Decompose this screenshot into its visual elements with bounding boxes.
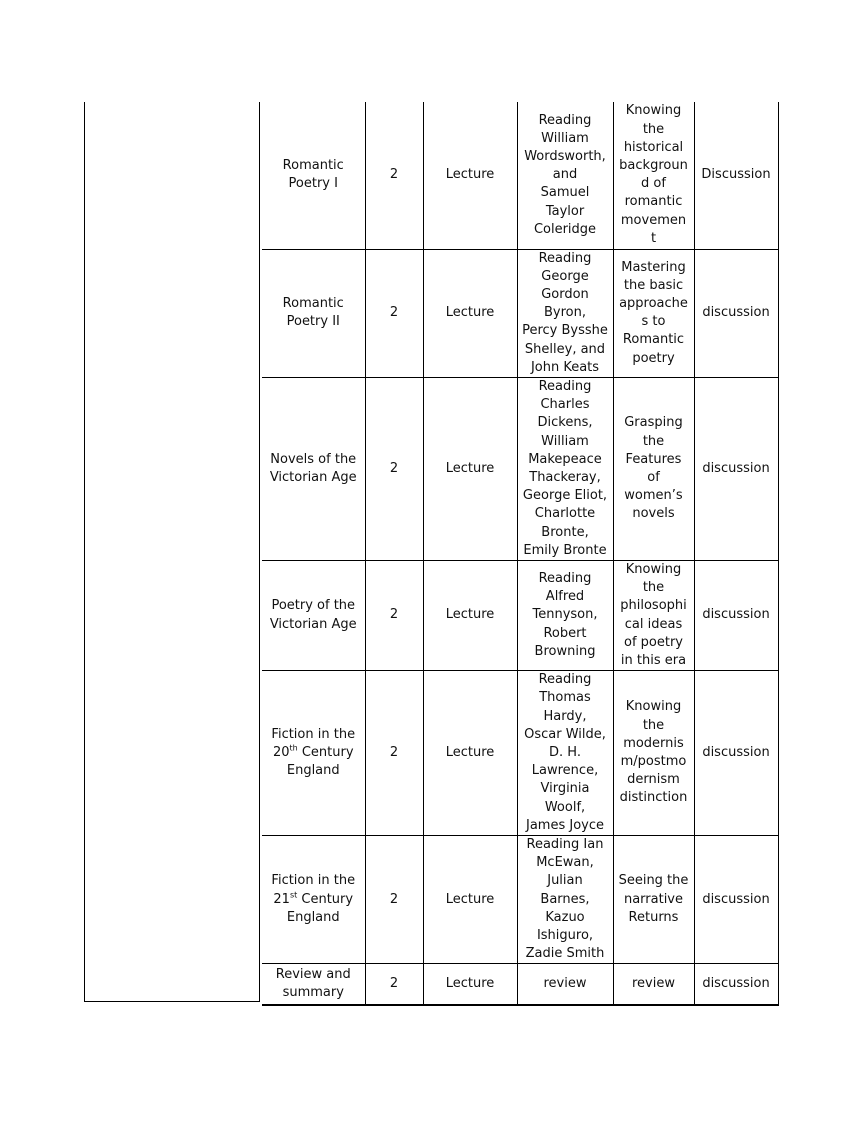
hours-cell: 2 xyxy=(365,102,423,249)
goal-cell: Grasping the Features of women’s novels xyxy=(613,377,694,560)
topic-text: Fiction in the 20 xyxy=(271,726,356,760)
ordinal-suffix: st xyxy=(289,890,298,900)
evaluation-cell: Discussion xyxy=(694,102,778,249)
evaluation-cell: discussion xyxy=(694,560,778,670)
evaluation-cell: discussion xyxy=(694,249,778,377)
table-row xyxy=(262,249,778,377)
goal-cell: Knowing the historical backgroun d of romantic movemen t xyxy=(613,102,694,249)
topic-cell: Review and summary xyxy=(262,964,365,1005)
content-cell: Reading Thomas Hardy, Oscar Wilde, D. H. Lawrence, Virginia Woolf, James Joyce xyxy=(517,671,613,836)
method-cell: Lecture xyxy=(423,102,517,249)
goal-cell: Knowing the philosophi cal ideas of poetry in this era xyxy=(613,560,694,670)
table-row xyxy=(262,836,778,964)
goal-cell: Seeing the narrative Returns xyxy=(613,836,694,964)
topic-cell: Romantic Poetry I xyxy=(262,102,365,249)
course-schedule-table-wrapper xyxy=(262,102,779,1006)
content-cell: review xyxy=(517,964,613,1005)
topic-cell: Poetry of the Victorian Age xyxy=(262,560,365,670)
goal-cell: Knowing the modernis m/postmo dernism distinction xyxy=(613,671,694,836)
topic-cell xyxy=(262,671,365,836)
table-row xyxy=(262,671,778,836)
hours-cell: 2 xyxy=(365,964,423,1005)
table-row xyxy=(262,964,778,1005)
evaluation-cell: discussion xyxy=(694,377,778,560)
table-row xyxy=(262,560,778,670)
content-cell: Reading Ian McEwan, Julian Barnes, Kazuo Ishiguro, Zadie Smith xyxy=(517,836,613,964)
hours-cell: 2 xyxy=(365,560,423,670)
table-row xyxy=(262,377,778,560)
hours-cell: 2 xyxy=(365,836,423,964)
method-cell: Lecture xyxy=(423,249,517,377)
hours-cell: 2 xyxy=(365,249,423,377)
ordinal-suffix: th xyxy=(289,743,298,753)
course-schedule-table xyxy=(262,102,779,1006)
topic-text: Fiction in the 21 xyxy=(271,873,356,907)
table-row xyxy=(262,102,778,249)
content-cell: Reading Alfred Tennyson, Robert Browning xyxy=(517,560,613,670)
empty-merged-column xyxy=(84,102,260,1002)
hours-cell: 2 xyxy=(365,671,423,836)
evaluation-cell: discussion xyxy=(694,671,778,836)
method-cell: Lecture xyxy=(423,671,517,836)
topic-text-rest: Century England xyxy=(286,891,354,925)
goal-cell: Mastering the basic approache s to Romantic poetry xyxy=(613,249,694,377)
hours-cell: 2 xyxy=(365,377,423,560)
evaluation-cell: discussion xyxy=(694,964,778,1005)
method-cell: Lecture xyxy=(423,560,517,670)
method-cell: Lecture xyxy=(423,964,517,1005)
topic-cell: Romantic Poetry II xyxy=(262,249,365,377)
evaluation-cell: discussion xyxy=(694,836,778,964)
topic-cell: Novels of the Victorian Age xyxy=(262,377,365,560)
topic-cell xyxy=(262,836,365,964)
goal-cell: review xyxy=(613,964,694,1005)
content-cell: Reading William Wordsworth, and Samuel Taylor Coleridge xyxy=(517,102,613,249)
content-cell: Reading George Gordon Byron, Percy Bysshe Shelley, and John Keats xyxy=(517,249,613,377)
method-cell: Lecture xyxy=(423,377,517,560)
content-cell: Reading Charles Dickens, William Makepeace Thackeray, George Eliot, Charlotte Bronte, Emily Bronte xyxy=(517,377,613,560)
method-cell: Lecture xyxy=(423,836,517,964)
topic-text-rest: Century England xyxy=(286,744,354,779)
